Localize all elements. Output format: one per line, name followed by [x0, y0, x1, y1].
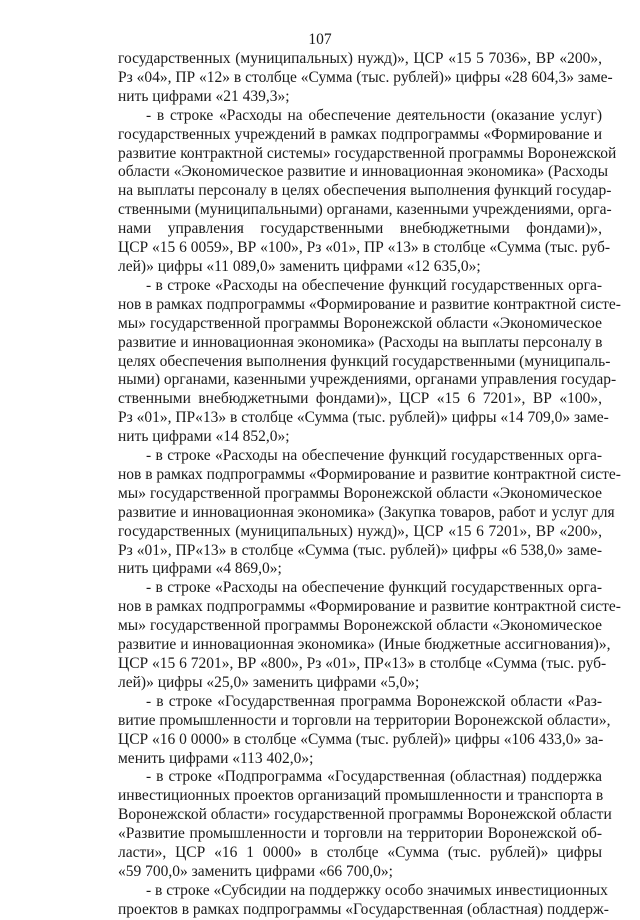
- text-line: развитие и инновационная экономика» (Закупка товаров, работ и услуг для: [118, 503, 615, 521]
- text-line: Рз «04», ПР «12» в столбце «Сумма (тыс. рублей)» цифры «28 604,3» заме-: [118, 68, 613, 86]
- text-line: государственных учреждений в рамках подпрограммы «Формирование и: [118, 125, 602, 143]
- paragraph: [118, 768, 612, 881]
- text-line: ЦСР «15 6 7201», ВР «800», Рз «01», ПР«13» в столбце «Сумма (тыс. руб-: [118, 655, 607, 672]
- paragraph: [118, 106, 617, 277]
- text-line: нов в рамках подпрограммы «Формирование и развитие контрактной систе-: [118, 295, 621, 313]
- text-line: ственными (муниципальными) органами, казенными учреждениями, орга-: [118, 201, 612, 219]
- text-line: нами управления государственными внебюджетными фондами)»,: [118, 220, 602, 238]
- page-number: 107: [308, 31, 332, 48]
- text-line: нить цифрами «21 439,3»;: [118, 87, 290, 105]
- text-line: ными) органами, казенными учреждениями, органами управления государ-: [118, 371, 617, 389]
- paragraph: [118, 579, 621, 692]
- text-line: развитие контрактной системы» государственной программы Воронежской: [118, 144, 617, 162]
- text-line: на выплаты персоналу в целях обеспечения выполнения функций государ-: [118, 182, 612, 200]
- text-line: - в строке «Расходы на обеспечение функций государственных орга-: [146, 447, 602, 465]
- text-line: нить цифрами «14 852,0»;: [118, 428, 290, 446]
- text-line: ственными внебюджетными фондами)», ЦСР «15 6 7201», ВР «100»,: [118, 390, 602, 408]
- text-line: менить цифрами «113 402,0»;: [118, 749, 314, 767]
- text-line: Воронежской области» государственной программы Воронежской области: [118, 806, 612, 824]
- text-line: государственных (муниципальных) нужд)», ЦСР «15 6 7201», ВР «200»,: [118, 522, 602, 540]
- paragraph: [118, 692, 611, 769]
- text-line: лей)» цифры «25,0» заменить цифрами «5,0»;: [118, 673, 420, 691]
- text-line: развитие и инновационная экономика» (Расходы на выплаты персоналу в: [118, 333, 603, 351]
- text-line: мы» государственной программы Воронежской области «Экономическое: [118, 314, 602, 332]
- paragraph: [118, 881, 609, 920]
- text-line: мы» государственной программы Воронежской области «Экономическое: [118, 617, 602, 635]
- paragraph: [118, 276, 621, 447]
- text-line: - в строке «Расходы на обеспечение деятельности (оказание услуг): [146, 106, 602, 124]
- text-line: целях обеспечения выполнения функций государственными (муниципаль-: [118, 352, 611, 370]
- text-line: ласти», ЦСР «16 1 0000» в столбце «Сумма (тыс. рублей)» цифры: [118, 844, 602, 862]
- text-line: проектов в рамках подпрограммы «Государственная (областная) поддерж-: [118, 900, 609, 918]
- text-line: - в строке «Расходы на обеспечение функций государственных орга-: [146, 579, 602, 597]
- text-line: области «Экономическое развитие и инновационная экономика» (Расходы: [118, 163, 609, 181]
- text-line: нов в рамках подпрограммы «Формирование и развитие контрактной систе-: [118, 598, 621, 616]
- text-line: Рз «01», ПР«13» в столбце «Сумма (тыс. рублей)» цифры «6 538,0» заме-: [118, 541, 602, 559]
- text-line: «Развитие промышленности и торговли на территории Воронежской об-: [118, 825, 602, 843]
- document-body: [118, 50, 621, 920]
- text-line: государственных (муниципальных) нужд)», ЦСР «15 5 7036», ВР «200»,: [118, 50, 602, 67]
- text-line: ЦСР «16 0 0000» в столбце «Сумма (тыс. рублей)» цифры «106 433,0» за-: [118, 730, 604, 748]
- text-line: витие промышленности и торговли на территории Воронежской области»,: [118, 711, 611, 729]
- text-line: ЦСР «15 6 0059», ВР «100», Рз «01», ПР «13» в столбце «Сумма (тыс. руб-: [118, 239, 611, 257]
- paragraph: [118, 447, 621, 579]
- text-line: «59 700,0» заменить цифрами «66 700,0»;: [118, 862, 393, 880]
- text-line: - в строке «Субсидии на поддержку особо значимых инвестиционных: [146, 881, 608, 899]
- text-line: инвестиционных проектов организаций промышленности и транспорта в: [118, 787, 604, 805]
- text-line: нов в рамках подпрограммы «Формирование и развитие контрактной систе-: [118, 465, 621, 483]
- text-line: Рз «01», ПР«13» в столбце «Сумма (тыс. рублей)» цифры «14 709,0» заме-: [118, 409, 609, 427]
- text-line: - в строке «Подпрограмма «Государственная (областная) поддержка: [146, 768, 602, 786]
- text-line: - в строке «Государственная программа Воронежской области «Раз-: [146, 692, 602, 710]
- text-line: - в строке «Расходы на обеспечение функций государственных орга-: [146, 276, 602, 294]
- text-line: развитие и инновационная экономика» (Иные бюджетные ассигнования)»,: [118, 636, 611, 654]
- paragraph: [118, 50, 613, 107]
- text-line: лей)» цифры «11 089,0» заменить цифрами «12 635,0»;: [118, 257, 481, 275]
- text-line: нить цифрами «4 869,0»;: [118, 560, 282, 578]
- text-line: мы» государственной программы Воронежской области «Экономическое: [118, 484, 602, 502]
